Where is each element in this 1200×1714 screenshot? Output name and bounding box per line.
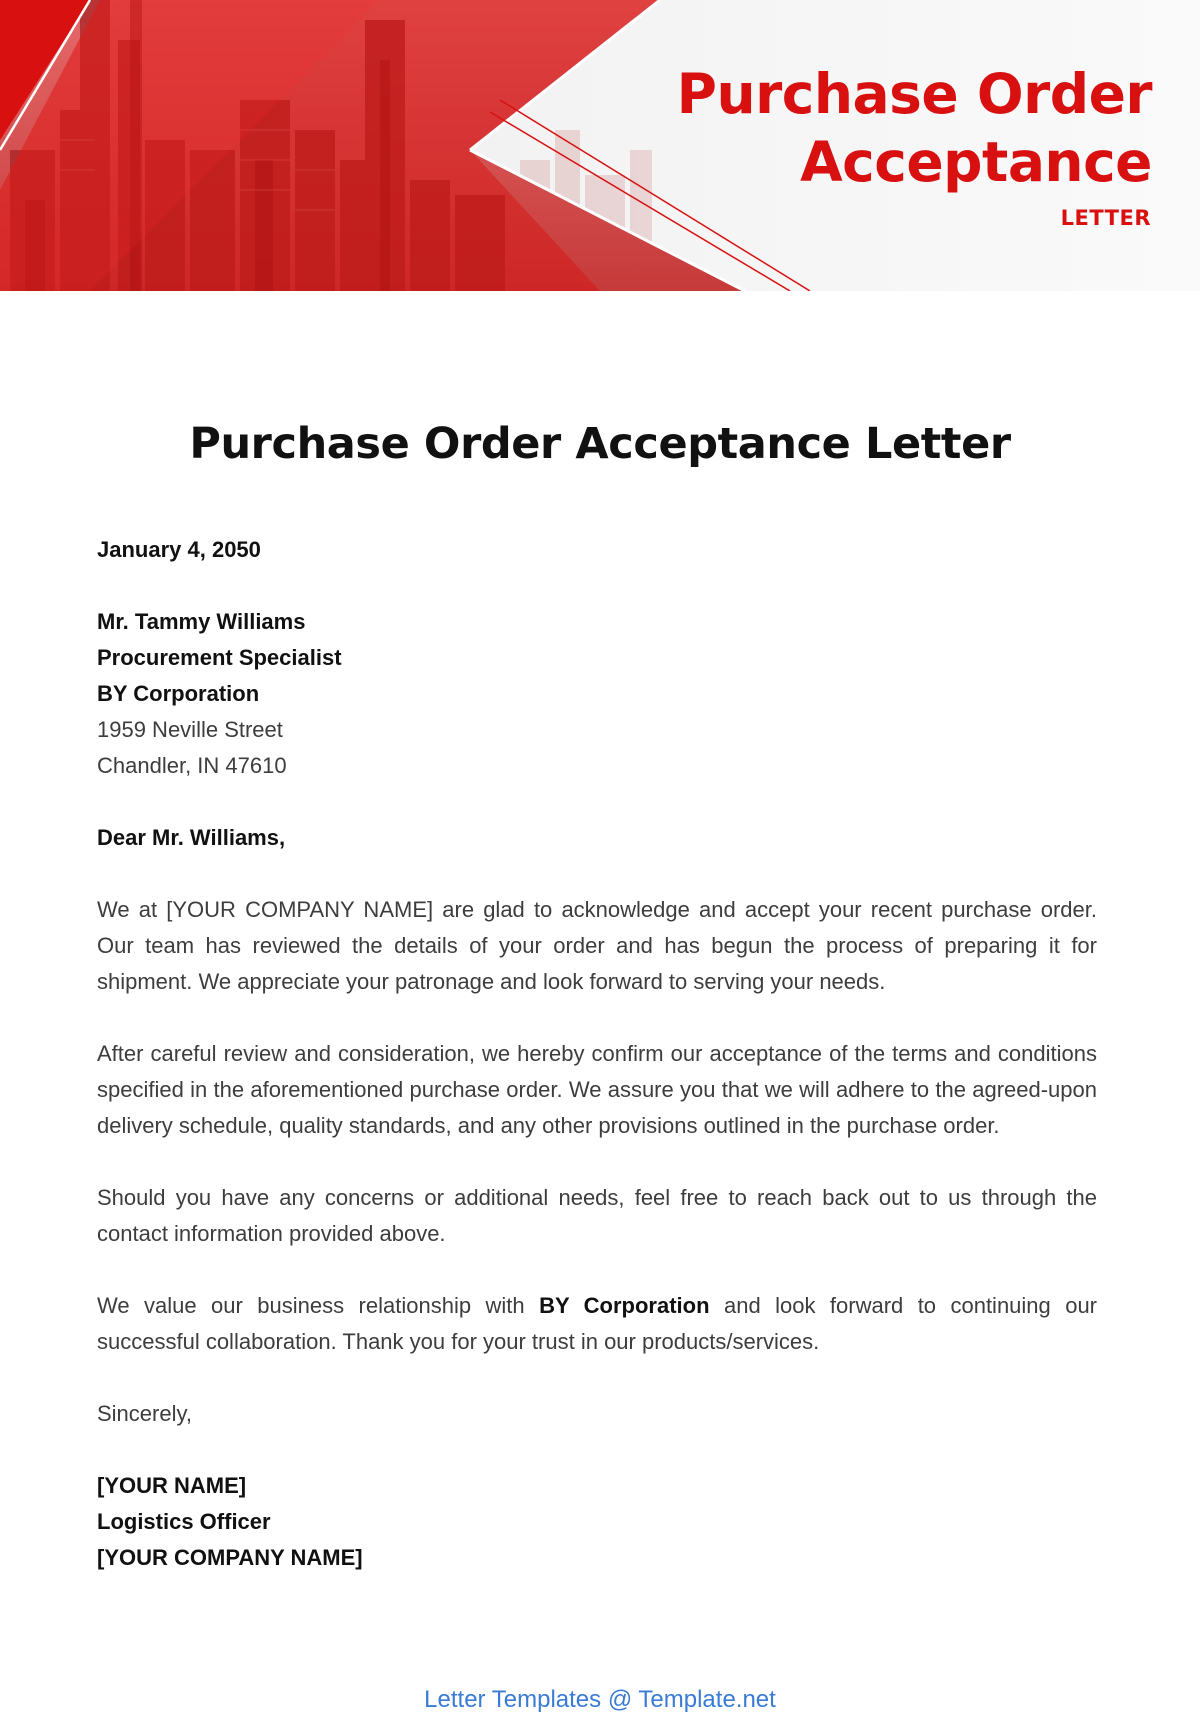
recipient-name: Mr. Tammy Williams: [97, 609, 306, 634]
header-title-line-2: Acceptance: [800, 130, 1152, 194]
recipient-company: BY Corporation: [97, 681, 260, 706]
paragraph-2: After careful review and consideration, we hereby confirm our acceptance of the terms and conditions specified in the aforementioned purchase order. We assure you that we will adhere to the agreed-upon delivery schedule, quality standards, and any other provisions outlined in the purchase order.: [97, 1041, 1097, 1138]
sender-position: Logistics Officer: [97, 1509, 271, 1534]
recipient-address-line2: Chandler, IN 47610: [97, 753, 287, 778]
recipient-position: Procurement Specialist: [97, 645, 342, 670]
letter-body: [97, 532, 1097, 1576]
header-subtitle: LETTER: [1060, 206, 1151, 230]
paragraph-4-company: BY Corporation: [539, 1293, 710, 1318]
sender-company: [YOUR COMPANY NAME]: [97, 1545, 363, 1570]
footer-link[interactable]: Letter Templates @ Template.net: [424, 1686, 776, 1713]
paragraph-4: [97, 1288, 1097, 1360]
header-banner: [0, 0, 1200, 291]
document-title: Purchase Order Acceptance Letter: [189, 419, 1011, 469]
paragraph-1: We at [YOUR COMPANY NAME] are glad to acknowledge and accept your recent purchase order. Our team has reviewed the details of your order and has begun the process of preparing it for shipment. We appreciate your patronage and look forward to serving your needs.: [97, 897, 1097, 994]
header-title: [677, 60, 1152, 196]
sender-name: [YOUR NAME]: [97, 1473, 247, 1498]
closing: Sincerely,: [97, 1401, 192, 1426]
letter-date: January 4, 2050: [97, 537, 261, 562]
paragraph-4-end: and look forward to continuing our successful collaboration. Thank you for your trust in our products/services.: [97, 1293, 1098, 1354]
recipient-address-line1: 1959 Neville Street: [97, 717, 283, 742]
header-title-line-1: Purchase Order: [676, 62, 1152, 126]
salutation: Dear Mr. Williams,: [97, 825, 286, 850]
paragraph-4-start: We value our business relationship with: [97, 1293, 540, 1318]
paragraph-3: Should you have any concerns or additional needs, feel free to reach back out to us through the contact information provided above.: [97, 1185, 1097, 1246]
